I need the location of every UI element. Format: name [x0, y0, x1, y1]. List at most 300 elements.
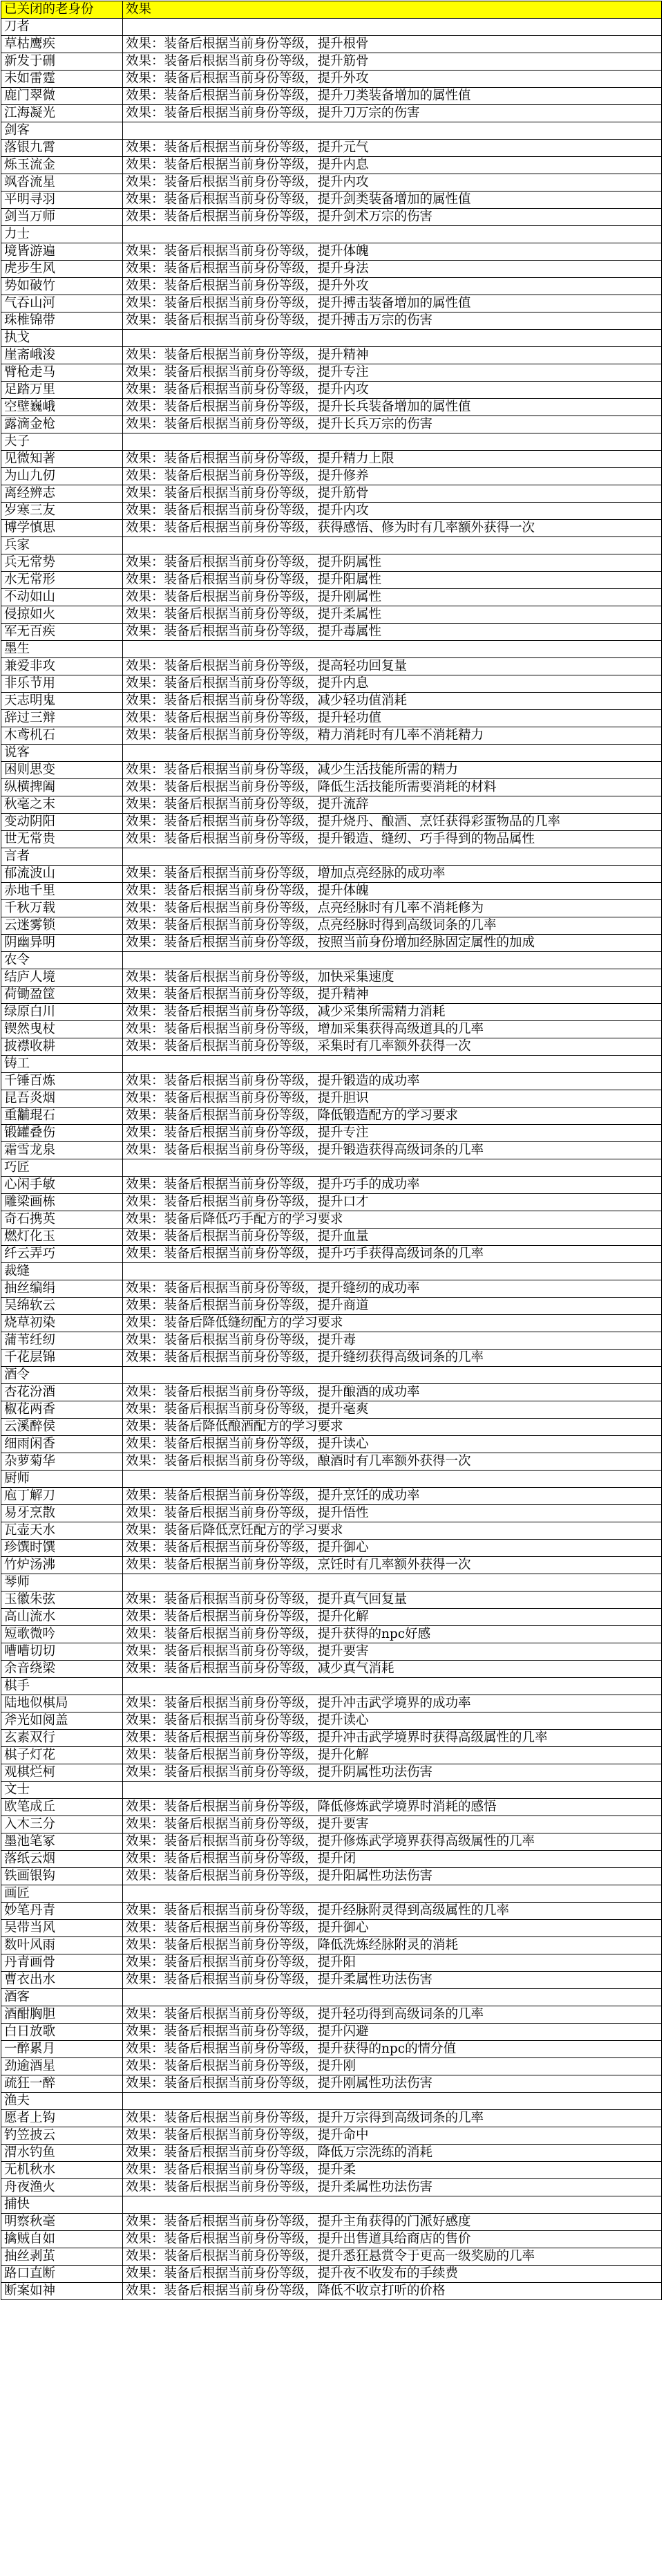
table-row — [1, 451, 662, 468]
table-row — [1, 831, 662, 848]
identity-name-cell: 棋子灯花 — [1, 1747, 123, 1764]
table-row — [1, 2110, 662, 2127]
effect-cell: 效果：装备后根据当前身份等级，提升阴属性 — [123, 554, 662, 572]
table-row — [1, 468, 662, 485]
identity-name-cell: 妙笔丹青 — [1, 1903, 123, 1920]
identity-name-cell: 霜雪龙泉 — [1, 1142, 123, 1159]
group-row — [1, 1159, 662, 1177]
identity-name-cell: 木鸢机石 — [1, 727, 123, 745]
table-row — [1, 572, 662, 589]
table-row — [1, 209, 662, 226]
table-row — [1, 88, 662, 105]
group-name-cell: 农令 — [1, 952, 123, 969]
table-row — [1, 796, 662, 814]
effect-cell: 效果：装备后根据当前身份等级，提升内息 — [123, 675, 662, 693]
group-empty-cell — [123, 122, 662, 140]
identity-name-cell: 重黼琨石 — [1, 1108, 123, 1125]
table-row — [1, 1298, 662, 1315]
effect-cell: 效果：装备后根据当前身份等级，提升商道 — [123, 1298, 662, 1315]
effect-cell: 效果：装备后根据当前身份等级，提升阴属性功法伤害 — [123, 1764, 662, 1782]
effect-cell: 效果：装备后根据当前身份等级，增加采集获得高级道具的几率 — [123, 1021, 662, 1038]
group-row — [1, 226, 662, 243]
identity-name-cell: 纵横捭阖 — [1, 779, 123, 796]
group-row — [1, 2093, 662, 2110]
table-row — [1, 416, 662, 433]
effect-cell: 效果：装备后根据当前身份等级，提升内攻 — [123, 382, 662, 399]
table-row — [1, 1816, 662, 1833]
effect-cell: 效果：装备后根据当前身份等级，提升悟性 — [123, 1505, 662, 1522]
identity-table — [1, 1, 662, 2300]
table-row — [1, 814, 662, 831]
effect-cell: 效果：装备后根据当前身份等级，提升刚 — [123, 2058, 662, 2075]
effect-cell: 效果：装备后根据当前身份等级，提升冲击武学境界时获得高级属性的几率 — [123, 1730, 662, 1747]
table-row — [1, 1073, 662, 1090]
identity-name-cell: 雕梁画栋 — [1, 1194, 123, 1211]
table-row — [1, 382, 662, 399]
table-row — [1, 1229, 662, 1246]
effect-cell: 效果：装备后根据当前身份等级，提升经脉附灵得到高级属性的几率 — [123, 1903, 662, 1920]
group-empty-cell — [123, 1678, 662, 1695]
identity-name-cell: 变动阴阳 — [1, 814, 123, 831]
identity-name-cell: 数叶风雨 — [1, 1937, 123, 1954]
effect-cell: 效果：装备后根据当前身份等级，提升巧手获得高级词条的几率 — [123, 1246, 662, 1263]
table-row — [1, 624, 662, 641]
group-name-cell: 捕快 — [1, 2196, 123, 2214]
table-row — [1, 1626, 662, 1643]
table-row — [1, 1712, 662, 1730]
effect-cell: 效果：装备后根据当前身份等级，采集时有几率额外获得一次 — [123, 1038, 662, 1056]
table-row — [1, 2179, 662, 2196]
group-name-cell: 巧匠 — [1, 1159, 123, 1177]
effect-cell: 效果：装备后根据当前身份等级，点亮经脉时得到高级词条的几率 — [123, 917, 662, 935]
effect-cell: 效果：装备后根据当前身份等级，提升专注 — [123, 1125, 662, 1142]
table-row — [1, 606, 662, 624]
group-empty-cell — [123, 330, 662, 347]
effect-cell: 效果：装备后根据当前身份等级，降低生活技能所需要消耗的材料 — [123, 779, 662, 796]
table-row — [1, 2127, 662, 2145]
table-row — [1, 2162, 662, 2179]
effect-cell: 效果：装备后根据当前身份等级，提升御心 — [123, 1920, 662, 1937]
identity-name-cell: 境皆游遍 — [1, 243, 123, 261]
effect-cell: 效果：装备后根据当前身份等级，降低修炼武学境界时消耗的感悟 — [123, 1799, 662, 1816]
identity-name-cell: 江海凝光 — [1, 105, 123, 122]
table-row — [1, 140, 662, 157]
table-row — [1, 1090, 662, 1108]
effect-cell: 效果：装备后根据当前身份等级，提升锻造获得高级词条的几率 — [123, 1142, 662, 1159]
effect-cell: 效果：装备后根据当前身份等级，提升外攻 — [123, 71, 662, 88]
effect-cell: 效果：装备后根据当前身份等级，提升阳 — [123, 1954, 662, 1972]
identity-name-cell: 未如雷霆 — [1, 71, 123, 88]
table-row — [1, 36, 662, 53]
effect-cell: 效果：装备后根据当前身份等级，提升柔属性功法伤害 — [123, 2179, 662, 2196]
table-row — [1, 2006, 662, 2024]
identity-name-cell: 入木三分 — [1, 1816, 123, 1833]
effect-cell: 效果：装备后降低缝纫配方的学习要求 — [123, 1315, 662, 1332]
effect-cell: 效果：装备后根据当前身份等级，提升刀类装备增加的属性值 — [123, 88, 662, 105]
table-row — [1, 2283, 662, 2300]
table-row — [1, 554, 662, 572]
table-row — [1, 1609, 662, 1626]
identity-name-cell: 臂枪走马 — [1, 364, 123, 382]
identity-name-cell: 短歌微吟 — [1, 1626, 123, 1643]
identity-name-cell: 明察秋毫 — [1, 2214, 123, 2231]
column-header-effect: 效果 — [123, 1, 662, 19]
identity-name-cell: 余音绕梁 — [1, 1661, 123, 1678]
group-name-cell: 执戈 — [1, 330, 123, 347]
table-row — [1, 987, 662, 1004]
table-row — [1, 71, 662, 88]
identity-name-cell: 锻罐叠伤 — [1, 1125, 123, 1142]
identity-name-cell: 白日放歌 — [1, 2024, 123, 2041]
effect-cell: 效果：装备后根据当前身份等级，提升流辞 — [123, 796, 662, 814]
identity-name-cell: 郁流波山 — [1, 866, 123, 883]
group-row — [1, 122, 662, 140]
group-empty-cell — [123, 226, 662, 243]
effect-cell: 效果：装备后根据当前身份等级，提升读心 — [123, 1436, 662, 1453]
effect-cell: 效果：装备后根据当前身份等级，提升闪避 — [123, 2024, 662, 2041]
table-row — [1, 485, 662, 503]
group-empty-cell — [123, 952, 662, 969]
effect-cell: 效果：装备后根据当前身份等级，提升万宗得到高级词条的几率 — [123, 2110, 662, 2127]
effect-cell: 效果：装备后根据当前身份等级，提升长兵万宗的伤害 — [123, 416, 662, 433]
effect-cell: 效果：装备后根据当前身份等级，提升毫爽 — [123, 1401, 662, 1419]
effect-cell: 效果：装备后根据当前身份等级，提升酿酒的成功率 — [123, 1384, 662, 1401]
table-row — [1, 589, 662, 606]
group-empty-cell — [123, 537, 662, 554]
effect-cell: 效果：装备后根据当前身份等级，精力消耗时有几率不消耗精力 — [123, 727, 662, 745]
table-row — [1, 900, 662, 917]
group-empty-cell — [123, 2196, 662, 2214]
effect-cell: 效果：装备后根据当前身份等级，提升真气回复量 — [123, 1592, 662, 1609]
effect-cell: 效果：装备后根据当前身份等级，提升毒属性 — [123, 624, 662, 641]
effect-cell: 效果：装备后根据当前身份等级，提升夜不收发布的手续费 — [123, 2266, 662, 2283]
group-row — [1, 1263, 662, 1280]
table-row — [1, 2145, 662, 2162]
table-row — [1, 1695, 662, 1712]
identity-name-cell: 足踏万里 — [1, 382, 123, 399]
table-row — [1, 2214, 662, 2231]
effect-cell: 效果：装备后根据当前身份等级，提升精力上限 — [123, 451, 662, 468]
identity-name-cell: 擒贼自如 — [1, 2231, 123, 2248]
identity-name-cell: 劲逾酒星 — [1, 2058, 123, 2075]
identity-name-cell: 露滴金枪 — [1, 416, 123, 433]
group-row — [1, 1678, 662, 1695]
effect-cell: 效果：装备后根据当前身份等级，提升内攻 — [123, 503, 662, 520]
identity-name-cell: 空壁巍峨 — [1, 399, 123, 416]
table-row — [1, 1833, 662, 1851]
group-row — [1, 1471, 662, 1488]
effect-cell: 效果：装备后降低酿酒配方的学习要求 — [123, 1419, 662, 1436]
table-row — [1, 105, 662, 122]
group-name-cell: 力士 — [1, 226, 123, 243]
group-empty-cell — [123, 1263, 662, 1280]
group-row — [1, 330, 662, 347]
effect-cell: 效果：装备后根据当前身份等级，提升巧手的成功率 — [123, 1177, 662, 1194]
table-row — [1, 1021, 662, 1038]
table-row — [1, 1557, 662, 1574]
effect-cell: 效果：装备后根据当前身份等级，提升搏击万宗的伤害 — [123, 312, 662, 330]
table-row — [1, 1592, 662, 1609]
effect-cell: 效果：装备后根据当前身份等级，提升出售道具给商店的售价 — [123, 2231, 662, 2248]
group-empty-cell — [123, 1056, 662, 1073]
effect-cell: 效果：装备后降低巧手配方的学习要求 — [123, 1211, 662, 1229]
identity-name-cell: 渭水钓鱼 — [1, 2145, 123, 2162]
effect-cell: 效果：装备后根据当前身份等级，提升毒 — [123, 1332, 662, 1350]
table-row — [1, 1799, 662, 1816]
table-row — [1, 1954, 662, 1972]
effect-cell: 效果：装备后根据当前身份等级，提升御心 — [123, 1540, 662, 1557]
table-row — [1, 1004, 662, 1021]
table-body — [1, 19, 662, 2300]
group-empty-cell — [123, 1574, 662, 1592]
identity-name-cell: 细雨闲香 — [1, 1436, 123, 1453]
table-row — [1, 1937, 662, 1954]
table-row — [1, 917, 662, 935]
group-name-cell: 酒令 — [1, 1367, 123, 1384]
group-name-cell: 琴师 — [1, 1574, 123, 1592]
identity-name-cell: 军无百疾 — [1, 624, 123, 641]
identity-name-cell: 侵掠如火 — [1, 606, 123, 624]
effect-cell: 效果：装备后根据当前身份等级，提升元气 — [123, 140, 662, 157]
effect-cell: 效果：装备后根据当前身份等级，提升化解 — [123, 1609, 662, 1626]
table-row — [1, 1038, 662, 1056]
identity-name-cell: 铁画银钩 — [1, 1868, 123, 1885]
group-name-cell: 兵家 — [1, 537, 123, 554]
table-row — [1, 2248, 662, 2266]
effect-cell: 效果：装备后根据当前身份等级，提升修养 — [123, 468, 662, 485]
group-empty-cell — [123, 19, 662, 36]
table-row — [1, 1384, 662, 1401]
group-row — [1, 641, 662, 658]
identity-name-cell: 绿原白川 — [1, 1004, 123, 1021]
identity-name-cell: 奇石携英 — [1, 1211, 123, 1229]
effect-cell: 效果：装备后根据当前身份等级，提升体魄 — [123, 883, 662, 900]
table-row — [1, 243, 662, 261]
group-row — [1, 952, 662, 969]
identity-name-cell: 落纸云烟 — [1, 1851, 123, 1868]
identity-name-cell: 世无常贵 — [1, 831, 123, 848]
group-name-cell: 厨师 — [1, 1471, 123, 1488]
effect-cell: 效果：装备后根据当前身份等级，提升剑术万宗的伤害 — [123, 209, 662, 226]
effect-cell: 效果：装备后根据当前身份等级，减少采集所需精力消耗 — [123, 1004, 662, 1021]
effect-cell: 效果：装备后根据当前身份等级，减少真气消耗 — [123, 1661, 662, 1678]
table-row — [1, 710, 662, 727]
identity-name-cell: 吴绵软云 — [1, 1298, 123, 1315]
group-empty-cell — [123, 1159, 662, 1177]
effect-cell: 效果：装备后降低烹饪配方的学习要求 — [123, 1522, 662, 1540]
table-row — [1, 1315, 662, 1332]
table-row — [1, 261, 662, 278]
effect-cell: 效果：装备后根据当前身份等级，提升读心 — [123, 1712, 662, 1730]
group-name-cell: 墨生 — [1, 641, 123, 658]
table-row — [1, 174, 662, 192]
table-row — [1, 312, 662, 330]
effect-cell: 效果：装备后根据当前身份等级，降低洗炼经脉附灵的消耗 — [123, 1937, 662, 1954]
identity-name-cell: 一醉累月 — [1, 2041, 123, 2058]
group-row — [1, 19, 662, 36]
effect-cell: 效果：装备后根据当前身份等级，提升烹饪的成功率 — [123, 1488, 662, 1505]
effect-cell: 效果：装备后根据当前身份等级，提升外攻 — [123, 278, 662, 295]
table-row — [1, 1177, 662, 1194]
identity-name-cell: 云迷雾锁 — [1, 917, 123, 935]
identity-name-cell: 赤地千里 — [1, 883, 123, 900]
identity-name-cell: 势如破竹 — [1, 278, 123, 295]
table-row — [1, 1350, 662, 1367]
group-row — [1, 745, 662, 762]
effect-cell: 效果：装备后根据当前身份等级，降低万宗洗练的消耗 — [123, 2145, 662, 2162]
effect-cell: 效果：装备后根据当前身份等级，提升精神 — [123, 987, 662, 1004]
group-name-cell: 夫子 — [1, 433, 123, 451]
group-row — [1, 2196, 662, 2214]
table-row — [1, 1920, 662, 1937]
group-name-cell: 铸工 — [1, 1056, 123, 1073]
effect-cell: 效果：装备后根据当前身份等级，酿酒时有几率额外获得一次 — [123, 1453, 662, 1471]
group-row — [1, 1782, 662, 1799]
identity-name-cell: 欧笔成丘 — [1, 1799, 123, 1816]
identity-name-cell: 陆地似棋局 — [1, 1695, 123, 1712]
identity-name-cell: 见微知著 — [1, 451, 123, 468]
table-row — [1, 1453, 662, 1471]
effect-cell: 效果：装备后根据当前身份等级，提高轻功回复量 — [123, 658, 662, 675]
identity-name-cell: 玉徽朱弦 — [1, 1592, 123, 1609]
identity-name-cell: 秋毫之末 — [1, 796, 123, 814]
effect-cell: 效果：装备后根据当前身份等级，提升内息 — [123, 157, 662, 174]
table-row — [1, 1764, 662, 1782]
identity-name-cell: 庖丁解刀 — [1, 1488, 123, 1505]
effect-cell: 效果：装备后根据当前身份等级，降低锻造配方的学习要求 — [123, 1108, 662, 1125]
identity-name-cell: 披襟收耕 — [1, 1038, 123, 1056]
group-row — [1, 848, 662, 866]
identity-name-cell: 烧草初染 — [1, 1315, 123, 1332]
identity-name-cell: 非乐节用 — [1, 675, 123, 693]
group-name-cell: 画匠 — [1, 1885, 123, 1903]
group-empty-cell — [123, 1989, 662, 2006]
group-name-cell: 酒客 — [1, 1989, 123, 2006]
identity-name-cell: 椒花两香 — [1, 1401, 123, 1419]
identity-name-cell: 困则思变 — [1, 762, 123, 779]
group-row — [1, 1056, 662, 1073]
group-empty-cell — [123, 2093, 662, 2110]
effect-cell: 效果：装备后根据当前身份等级，提升筋骨 — [123, 53, 662, 71]
table-row — [1, 1332, 662, 1350]
effect-cell: 效果：装备后根据当前身份等级，提升搏击装备增加的属性值 — [123, 295, 662, 312]
identity-name-cell: 易牙烹散 — [1, 1505, 123, 1522]
table-row — [1, 1972, 662, 1989]
effect-cell: 效果：装备后根据当前身份等级，点亮经脉时有几率不消耗修为 — [123, 900, 662, 917]
table-row — [1, 53, 662, 71]
effect-cell: 效果：装备后根据当前身份等级，加快采集速度 — [123, 969, 662, 987]
identity-name-cell: 飒沓流星 — [1, 174, 123, 192]
effect-cell: 效果：装备后根据当前身份等级，提升获得的npc的情分值 — [123, 2041, 662, 2058]
identity-name-cell: 阴幽异明 — [1, 935, 123, 952]
identity-name-cell: 愿者上钩 — [1, 2110, 123, 2127]
effect-cell: 效果：装备后根据当前身份等级，提升要害 — [123, 1816, 662, 1833]
table-row — [1, 779, 662, 796]
identity-name-cell: 水无常形 — [1, 572, 123, 589]
effect-cell: 效果：装备后根据当前身份等级，获得感悟、修为时有几率额外获得一次 — [123, 520, 662, 537]
effect-cell: 效果：装备后根据当前身份等级，提升轻功值 — [123, 710, 662, 727]
identity-name-cell: 燃灯化玉 — [1, 1229, 123, 1246]
table-row — [1, 883, 662, 900]
effect-cell: 效果：装备后根据当前身份等级，提升柔 — [123, 2162, 662, 2179]
effect-cell: 效果：装备后根据当前身份等级，提升长兵装备增加的属性值 — [123, 399, 662, 416]
effect-cell: 效果：装备后根据当前身份等级，提升精神 — [123, 347, 662, 364]
effect-cell: 效果：装备后根据当前身份等级，提升胆识 — [123, 1090, 662, 1108]
table-row — [1, 1851, 662, 1868]
effect-cell: 效果：装备后根据当前身份等级，提升体魄 — [123, 243, 662, 261]
identity-name-cell: 丹青画骨 — [1, 1954, 123, 1972]
group-empty-cell — [123, 1471, 662, 1488]
effect-cell: 效果：装备后根据当前身份等级，提升阳属性功法伤害 — [123, 1868, 662, 1885]
identity-name-cell: 离经辨志 — [1, 485, 123, 503]
table-row — [1, 1488, 662, 1505]
identity-name-cell: 纤云弄巧 — [1, 1246, 123, 1263]
table-row — [1, 2024, 662, 2041]
identity-name-cell: 嘈嘈切切 — [1, 1643, 123, 1661]
table-row — [1, 1108, 662, 1125]
table-row — [1, 1419, 662, 1436]
identity-name-cell: 竹炉汤沸 — [1, 1557, 123, 1574]
identity-name-cell: 瓦壶天水 — [1, 1522, 123, 1540]
effect-cell: 效果：装备后根据当前身份等级，提升根骨 — [123, 36, 662, 53]
group-row — [1, 1574, 662, 1592]
table-row — [1, 520, 662, 537]
effect-cell: 效果：装备后根据当前身份等级，提升柔属性 — [123, 606, 662, 624]
identity-name-cell: 吴带当风 — [1, 1920, 123, 1937]
identity-name-cell: 抽丝剥茧 — [1, 2248, 123, 2266]
identity-name-cell: 珠椎锦带 — [1, 312, 123, 330]
identity-name-cell: 钓笠披云 — [1, 2127, 123, 2145]
table-row — [1, 969, 662, 987]
group-name-cell: 裁缝 — [1, 1263, 123, 1280]
identity-name-cell: 蒲苇纴纫 — [1, 1332, 123, 1350]
effect-cell: 效果：装备后根据当前身份等级，提升筋骨 — [123, 485, 662, 503]
table-row — [1, 347, 662, 364]
table-row — [1, 866, 662, 883]
table-row — [1, 1747, 662, 1764]
table-row — [1, 278, 662, 295]
column-header-identity: 已关闭的老身份 — [1, 1, 123, 19]
identity-name-cell: 墨池笔冢 — [1, 1833, 123, 1851]
group-name-cell: 剑客 — [1, 122, 123, 140]
group-name-cell: 棋手 — [1, 1678, 123, 1695]
identity-name-cell: 岁寒三友 — [1, 503, 123, 520]
table-row — [1, 1436, 662, 1453]
table-row — [1, 1540, 662, 1557]
identity-name-cell: 辞过三辩 — [1, 710, 123, 727]
group-row — [1, 1989, 662, 2006]
effect-cell: 效果：装备后根据当前身份等级，增加点亮经脉的成功率 — [123, 866, 662, 883]
effect-cell: 效果：装备后根据当前身份等级，提升血量 — [123, 1229, 662, 1246]
effect-cell: 效果：装备后根据当前身份等级，提升获得的npc好感 — [123, 1626, 662, 1643]
effect-cell: 效果：装备后根据当前身份等级，提升命中 — [123, 2127, 662, 2145]
group-name-cell: 文士 — [1, 1782, 123, 1799]
group-empty-cell — [123, 745, 662, 762]
group-name-cell: 渔夫 — [1, 2093, 123, 2110]
table-row — [1, 762, 662, 779]
group-row — [1, 1367, 662, 1384]
effect-cell: 效果：装备后根据当前身份等级，提升修炼武学境界获得高级属性的几率 — [123, 1833, 662, 1851]
effect-cell: 效果：装备后根据当前身份等级，提升缝纫获得高级词条的几率 — [123, 1350, 662, 1367]
group-name-cell: 说客 — [1, 745, 123, 762]
table-row — [1, 157, 662, 174]
identity-name-cell: 烁玉流金 — [1, 157, 123, 174]
table-row — [1, 2041, 662, 2058]
effect-cell: 效果：装备后根据当前身份等级，提升要害 — [123, 1643, 662, 1661]
identity-name-cell: 断案如神 — [1, 2283, 123, 2300]
group-empty-cell — [123, 1885, 662, 1903]
identity-name-cell: 鹿门翠微 — [1, 88, 123, 105]
